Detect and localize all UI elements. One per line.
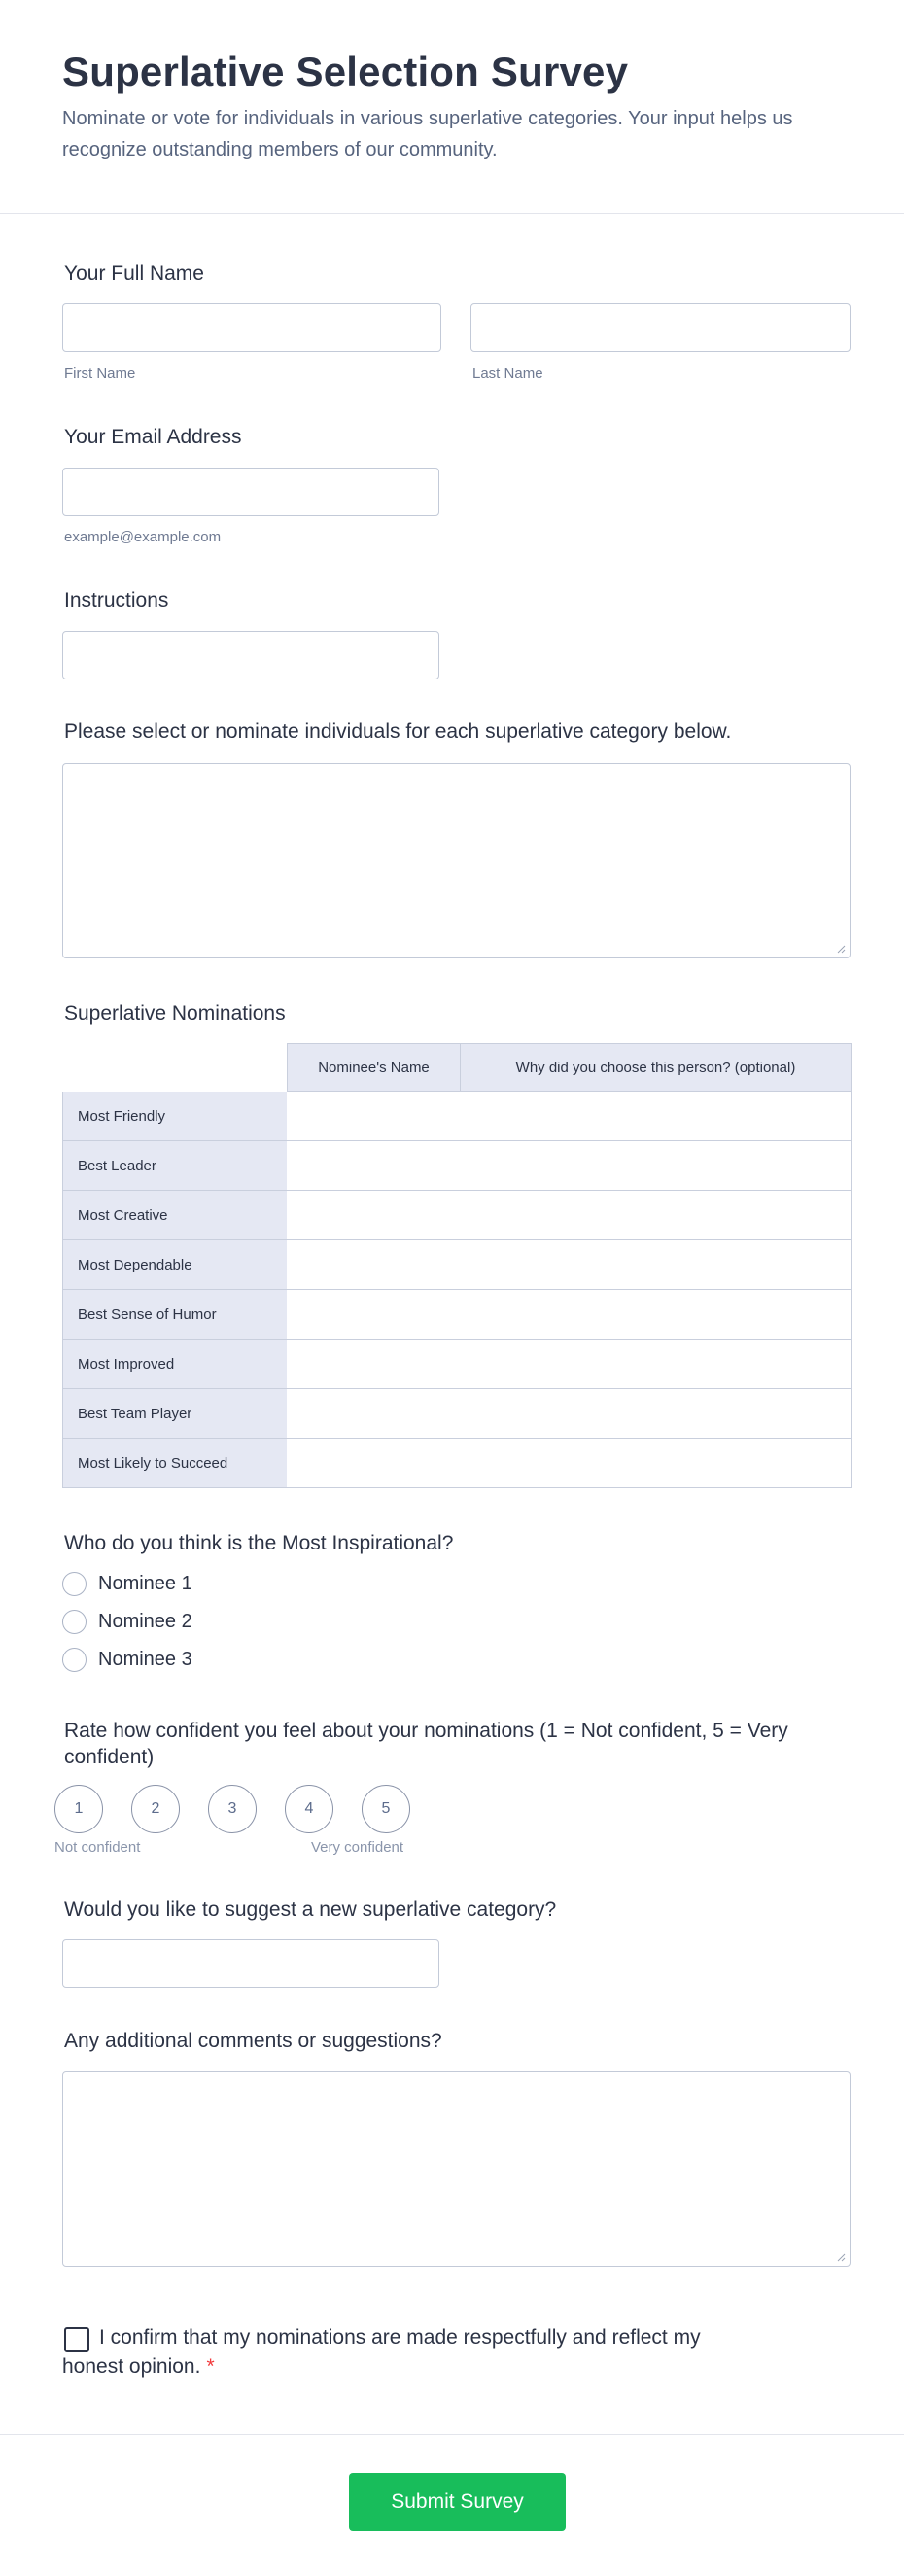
radio-button[interactable] <box>62 1610 87 1634</box>
matrix-reason-input[interactable] <box>460 1141 852 1191</box>
radio-option-label: Nominee 3 <box>98 1649 192 1670</box>
resize-handle-icon[interactable] <box>836 944 846 954</box>
page-subtitle: Nominate or vote for individuals in various superlative categories. Your input helps us recognize outstanding members of our community. <box>62 108 793 160</box>
matrix-column-header: Why did you choose this person? (optional) <box>460 1043 852 1092</box>
scale-min-caption: Not confident <box>54 1839 141 1856</box>
submit-button[interactable]: Submit Survey <box>349 2473 566 2531</box>
first-name-sublabel: First Name <box>64 366 136 382</box>
matrix-label: Superlative Nominations <box>64 1002 286 1025</box>
confidence-label: Rate how confident you feel about your nominations (1 = Not confident, 5 = Very confident) <box>64 1720 788 1768</box>
matrix-nominee-input[interactable] <box>287 1340 461 1389</box>
matrix-nominee-input[interactable] <box>287 1439 461 1488</box>
matrix-row-label: Most Improved <box>62 1340 288 1389</box>
matrix-reason-input[interactable] <box>460 1240 852 1290</box>
last-name-sublabel: Last Name <box>472 366 543 382</box>
matrix-nominee-input[interactable] <box>287 1141 461 1191</box>
radio-option-nominee-2[interactable] <box>62 1610 192 1634</box>
scale-option-5[interactable]: 5 <box>362 1785 410 1833</box>
confirm-text: I confirm that my nominations are made respectfully and reflect my honest opinion. <box>62 2326 701 2378</box>
matrix-nominee-input[interactable] <box>287 1240 461 1290</box>
matrix-row-label: Most Creative <box>62 1191 288 1240</box>
radio-option-nominee-3[interactable] <box>62 1648 192 1672</box>
instructions-input[interactable] <box>62 631 439 679</box>
matrix-row-label: Best Team Player <box>62 1389 288 1439</box>
comments-label: Any additional comments or suggestions? <box>64 2030 442 2052</box>
comments-textarea[interactable] <box>62 2071 851 2267</box>
matrix-reason-input[interactable] <box>460 1340 852 1389</box>
scale-option-2[interactable]: 2 <box>131 1785 180 1833</box>
matrix-nominee-input[interactable] <box>287 1290 461 1340</box>
scale-option-3[interactable]: 3 <box>208 1785 257 1833</box>
full-name-label: Your Full Name <box>64 262 204 285</box>
email-input[interactable] <box>62 468 439 516</box>
matrix-nominee-input[interactable] <box>287 1092 461 1141</box>
resize-handle-icon[interactable] <box>836 2252 846 2262</box>
radio-option-nominee-1[interactable] <box>62 1572 192 1596</box>
form-header <box>0 0 904 214</box>
matrix-reason-input[interactable] <box>460 1092 852 1141</box>
matrix-reason-input[interactable] <box>460 1290 852 1340</box>
new-category-label: Would you like to suggest a new superlative category? <box>64 1898 557 1921</box>
page-title: Superlative Selection Survey <box>62 49 629 94</box>
matrix-column-header: Nominee's Name <box>287 1043 461 1092</box>
scale-option-1[interactable]: 1 <box>54 1785 103 1833</box>
instructions-label: Instructions <box>64 589 169 611</box>
email-label: Your Email Address <box>64 426 242 448</box>
radio-option-label: Nominee 2 <box>98 1611 192 1632</box>
radio-button[interactable] <box>62 1648 87 1672</box>
radio-button[interactable] <box>62 1572 87 1596</box>
nominate-textarea[interactable] <box>62 763 851 958</box>
matrix-row-label: Most Likely to Succeed <box>62 1439 288 1488</box>
email-sublabel: example@example.com <box>64 529 222 545</box>
matrix-reason-input[interactable] <box>460 1389 852 1439</box>
inspirational-label: Who do you think is the Most Inspirational? <box>64 1532 454 1554</box>
confirm-label <box>62 2323 762 2382</box>
first-name-input[interactable] <box>62 303 441 352</box>
new-category-input[interactable] <box>62 1939 439 1988</box>
radio-option-label: Nominee 1 <box>98 1573 192 1594</box>
matrix-reason-input[interactable] <box>460 1439 852 1488</box>
matrix-row-label: Best Leader <box>62 1141 288 1191</box>
required-asterisk: * <box>206 2355 215 2378</box>
nominate-label: Please select or nominate individuals for each superlative category below. <box>64 720 732 743</box>
matrix-nominee-input[interactable] <box>287 1389 461 1439</box>
matrix-row-label: Best Sense of Humor <box>62 1290 288 1340</box>
scale-max-caption: Very confident <box>311 1839 404 1856</box>
scale-option-4[interactable]: 4 <box>285 1785 333 1833</box>
matrix-row-label: Most Friendly <box>62 1092 288 1141</box>
last-name-input[interactable] <box>470 303 851 352</box>
matrix-row-label: Most Dependable <box>62 1240 288 1290</box>
matrix-reason-input[interactable] <box>460 1191 852 1240</box>
matrix-nominee-input[interactable] <box>287 1191 461 1240</box>
